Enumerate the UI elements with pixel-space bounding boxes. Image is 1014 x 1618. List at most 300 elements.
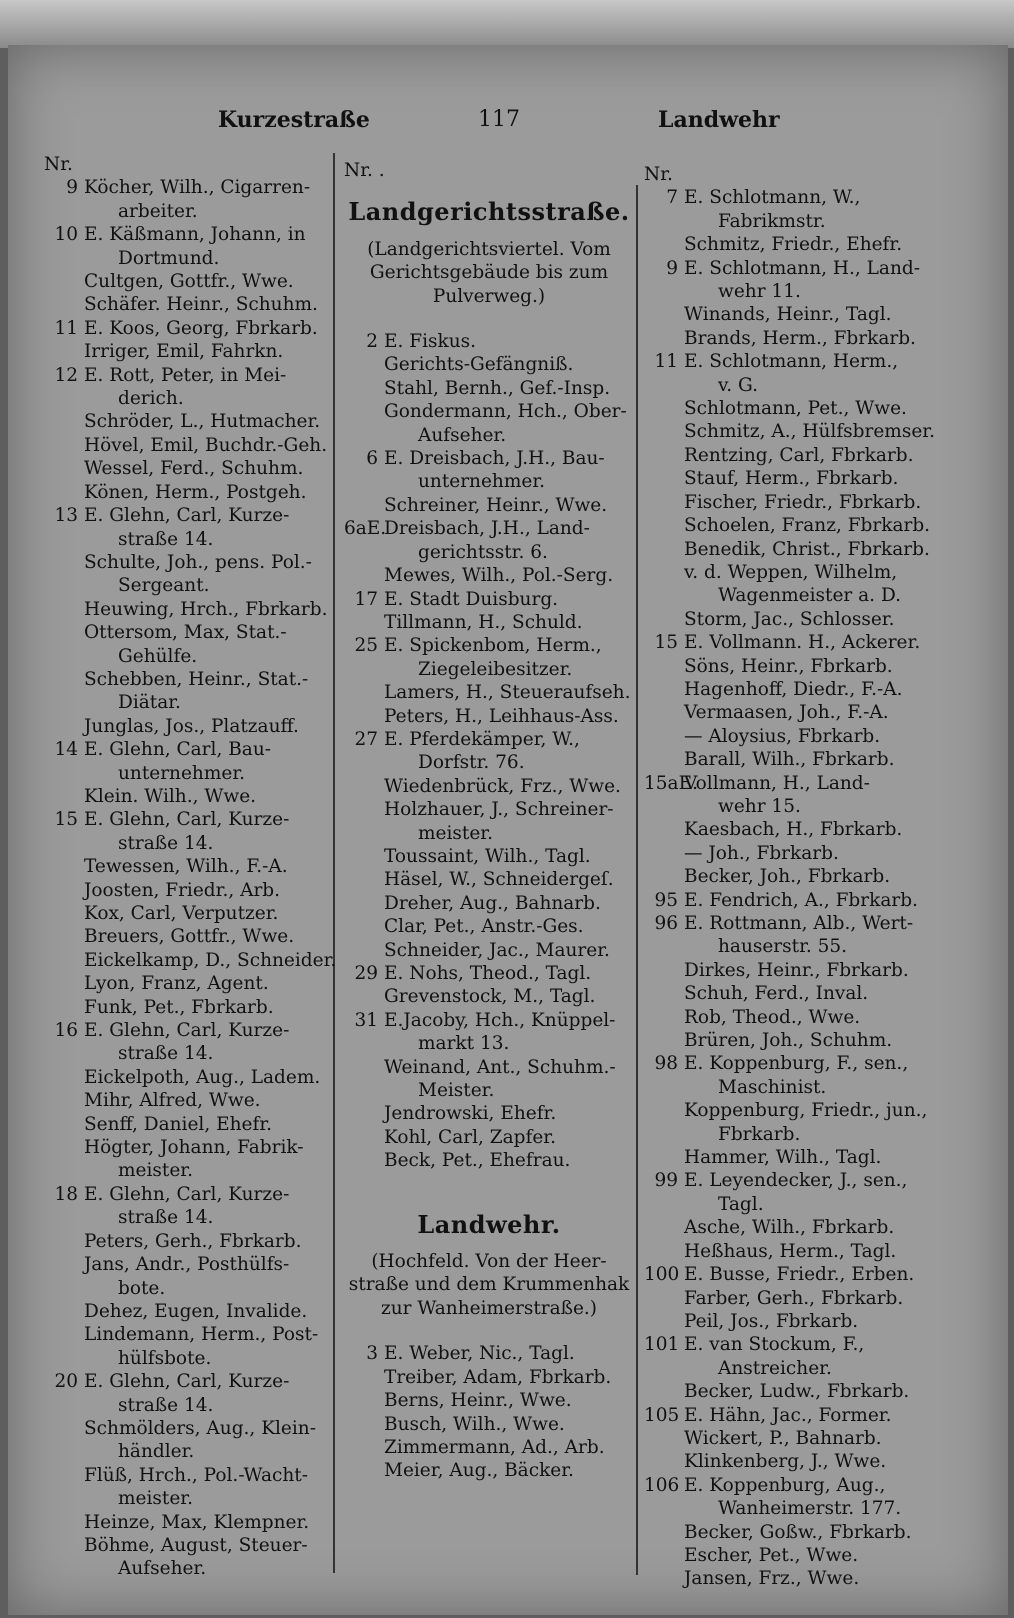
entry-text: Joosten, Friedr., Arb. <box>84 879 281 901</box>
directory-entry <box>44 785 334 808</box>
directory-entry <box>644 655 944 678</box>
entry-text: Heuwing, Hrch., Fbrkarb. <box>84 598 328 620</box>
entry-text: Schuh, Ferd., Inval. <box>684 983 869 1005</box>
directory-entry <box>44 925 334 948</box>
entry-continuation: Diätar. <box>118 692 181 714</box>
entry-text: Schmitz, A., Hülfsbremser. <box>684 421 935 443</box>
directory-entry <box>44 293 334 316</box>
directory-entry <box>344 400 634 447</box>
house-number: 6aE. <box>344 518 387 540</box>
column-right <box>644 163 944 1591</box>
house-number: 15 <box>54 809 78 831</box>
entry-text: E. Vollmann. H., Ackerer. <box>684 632 921 654</box>
entry-text: Kox, Carl, Verputzer. <box>84 903 279 924</box>
directory-entry <box>344 377 634 400</box>
entry-text: Schröder, L., Hutmacher. <box>84 411 321 433</box>
entry-continuation: meister. <box>118 1160 193 1182</box>
directory-entry <box>344 1149 634 1172</box>
directory-entry <box>44 972 334 995</box>
entry-text: Becker, Joh., Fbrkarb. <box>684 866 891 888</box>
house-number: 16 <box>54 1020 78 1042</box>
directory-entry <box>644 678 944 701</box>
entry-text: Tewessen, Wilh., F.-A. <box>84 856 288 878</box>
entry-text: E. Käßmann, Johann, in <box>84 224 306 246</box>
directory-entry <box>644 1567 944 1590</box>
house-number: 98 <box>654 1053 678 1075</box>
directory-entry <box>644 1006 944 1029</box>
entry-continuation: unternehmer. <box>118 762 246 784</box>
entry-text: Wessel, Ferd., Schuhm. <box>84 458 304 480</box>
directory-entry <box>344 330 634 353</box>
section-title: Landwehr. <box>417 1209 561 1239</box>
entry-text: Senff, Daniel, Ehefr. <box>84 1113 273 1135</box>
entry-continuation: Wagenmeister a. D. <box>718 585 901 607</box>
entry-text: E. van Stockum, F., <box>684 1334 865 1356</box>
entry-text: Farber, Gerh., Fbrkarb. <box>684 1287 904 1309</box>
directory-entry <box>644 725 944 748</box>
column-divider <box>636 185 638 1575</box>
entry-continuation: Maschinist. <box>718 1076 827 1098</box>
directory-entry <box>644 1450 944 1473</box>
entry-text: Jendrowski, Ehefr. <box>384 1103 557 1125</box>
directory-entry <box>44 879 334 902</box>
house-number: 101 <box>644 1334 680 1356</box>
entry-text: Treiber, Adam, Fbrkarb. <box>384 1366 612 1388</box>
directory-entry <box>344 1056 634 1103</box>
directory-entry <box>344 517 634 564</box>
entry-text: E. Schlotmann, H., Land- <box>684 257 920 279</box>
directory-entry <box>644 772 944 819</box>
entry-text: Grevenstock, M., Tagl. <box>384 986 596 1008</box>
directory-entry <box>44 1230 334 1253</box>
entry-text: Vollmann, H., Land- <box>684 772 870 794</box>
directory-entry <box>44 364 334 411</box>
directory-entry <box>644 1029 944 1052</box>
entry-text: Clar, Pet., Anstr.-Ges. <box>384 916 584 938</box>
directory-entry <box>644 842 944 865</box>
directory-page <box>8 45 1008 1615</box>
directory-entry <box>644 1474 944 1521</box>
directory-entry <box>344 1009 634 1056</box>
directory-entry <box>644 303 944 326</box>
entry-text: Zimmermann, Ad., Arb. <box>384 1436 605 1458</box>
entry-text: Jans, Andr., Posthülfs- <box>84 1254 290 1276</box>
house-number: 10 <box>54 224 78 246</box>
entry-text: Mihr, Alfred, Wwe. <box>84 1090 261 1112</box>
column-left <box>44 153 337 1581</box>
entry-text: Dehez, Eugen, Invalide. <box>84 1300 308 1322</box>
directory-entry <box>344 494 634 517</box>
house-number: 9 <box>666 257 678 279</box>
directory-entry <box>344 564 634 587</box>
house-number: 18 <box>54 1183 78 1205</box>
entry-text: Holzhauer, J., Schreiner- <box>384 799 614 821</box>
entry-text: E. Leyendecker, J., sen., <box>684 1170 908 1192</box>
entry-text: — Aloysius, Fbrkarb. <box>684 725 881 747</box>
house-number: 105 <box>644 1404 680 1426</box>
directory-entry <box>344 915 634 938</box>
directory-entry <box>644 982 944 1005</box>
entry-text: Klinkenberg, J., Wwe. <box>684 1451 887 1473</box>
entry-text: Dirkes, Heinr., Fbrkarb. <box>684 959 909 981</box>
header-left-street: Kurzestraße <box>218 107 370 133</box>
entry-text: Schreiner, Heinr., Wwe. <box>384 494 608 516</box>
directory-entry <box>44 270 334 293</box>
directory-entry <box>644 701 944 724</box>
entry-text: Junglas, Jos., Platzauff. <box>84 715 299 737</box>
entry-text: Gerichts-Gefängniß. <box>384 354 574 376</box>
directory-entry <box>44 1323 334 1370</box>
entry-text: Böhme, August, Steuer- <box>84 1534 308 1556</box>
entry-continuation: straße 14. <box>118 528 214 550</box>
directory-entry <box>644 538 944 561</box>
directory-entry <box>344 1389 634 1412</box>
directory-entry <box>344 798 634 845</box>
house-number: 95 <box>654 889 678 911</box>
entry-text: E. Glehn, Carl, Bau- <box>84 739 271 761</box>
entry-text: Weinand, Ant., Schuhm.- <box>384 1056 616 1078</box>
entry-continuation: Aufseher. <box>418 424 507 446</box>
directory-entry <box>344 775 634 798</box>
entry-continuation: arbeiter. <box>118 200 198 222</box>
entry-text: Schmölders, Aug., Klein- <box>84 1417 316 1439</box>
entry-text: E. Rott, Peter, in Mei- <box>84 364 287 386</box>
entry-text: E. Nohs, Theod., Tagl. <box>384 963 592 984</box>
entry-continuation: Wanheimerstr. 177. <box>718 1498 902 1520</box>
entry-text: Eickelpoth, Aug., Ladem. <box>84 1066 321 1088</box>
directory-entry <box>644 1263 944 1286</box>
entry-text: Hövel, Emil, Buchdr.-Geh. <box>84 434 328 456</box>
directory-entry <box>344 1366 634 1389</box>
directory-entry <box>44 1464 334 1511</box>
entry-text: Stauf, Herm., Fbrkarb. <box>684 468 899 490</box>
entry-text: Storm, Jac., Schlosser. <box>684 608 895 630</box>
directory-entry <box>644 350 944 397</box>
directory-entry <box>644 818 944 841</box>
house-number: 6 <box>366 448 378 470</box>
directory-entry <box>344 1413 634 1436</box>
directory-entry <box>644 233 944 256</box>
entry-list <box>344 330 634 1173</box>
entry-text: E. Fiskus. <box>384 331 477 353</box>
entry-text: Rentzing, Carl, Fbrkarb. <box>684 444 914 466</box>
entry-text: Vermaasen, Joh., F.-A. <box>684 702 889 724</box>
entry-text: Wiedenbrück, Frz., Wwe. <box>384 775 621 797</box>
entry-text: E. Glehn, Carl, Kurze- <box>84 809 290 831</box>
entry-continuation: unternehmer. <box>418 471 546 493</box>
entry-text: E. Stadt Duisburg. <box>384 588 559 610</box>
house-number: 11 <box>54 317 78 339</box>
entry-text: Lindemann, Herm., Post- <box>84 1324 319 1346</box>
directory-entry <box>44 1019 334 1066</box>
directory-entry <box>344 845 634 868</box>
directory-entry <box>344 1459 634 1482</box>
directory-entry <box>44 715 334 738</box>
directory-entry <box>644 748 944 771</box>
entry-continuation: wehr 15. <box>718 795 801 817</box>
entry-list <box>644 186 944 1590</box>
entry-list <box>44 176 337 1580</box>
nr-label: Nr. . <box>344 160 385 181</box>
house-number: 25 <box>354 635 378 657</box>
entry-text: Heßhaus, Herm., Tagl. <box>684 1240 897 1262</box>
directory-entry <box>44 902 334 925</box>
entry-text: Schmitz, Friedr., Ehefr. <box>684 234 903 256</box>
directory-entry <box>644 420 944 443</box>
entry-text: Schäfer. Heinr., Schuhm. <box>84 294 318 316</box>
entry-text: Rob, Theod., Wwe. <box>684 1006 861 1028</box>
directory-entry <box>644 1169 944 1216</box>
house-number: 14 <box>54 739 78 761</box>
house-number: 15 <box>654 632 678 654</box>
entry-text: E. Spickenbom, Herm., <box>384 635 602 657</box>
entry-text: E. Koos, Georg, Fbrkarb. <box>84 317 318 339</box>
entry-continuation: meister. <box>418 822 493 844</box>
entry-continuation: straße 14. <box>118 1207 214 1229</box>
entry-continuation: Dortmund. <box>118 247 220 269</box>
entry-text: E. Koppenburg, F., sen., <box>684 1053 909 1075</box>
entry-continuation: straße 14. <box>118 1394 214 1416</box>
directory-entry <box>344 447 634 494</box>
directory-entry <box>644 959 944 982</box>
page-header <box>8 107 1008 137</box>
entry-continuation: Tagl. <box>718 1193 764 1215</box>
directory-entry <box>644 186 944 233</box>
directory-entry <box>344 705 634 728</box>
directory-entry <box>344 681 634 704</box>
entry-continuation: v. G. <box>718 374 759 396</box>
entry-text: E.Jacoby, Hch., Knüppel- <box>384 1009 616 1031</box>
entry-continuation: Meister. <box>418 1080 495 1102</box>
entry-text: Lamers, H., Steueraufseh. <box>384 682 631 704</box>
directory-entry <box>44 1136 334 1183</box>
directory-entry <box>44 1089 334 1112</box>
entry-text: Barall, Wilh., Fbrkarb. <box>684 749 895 771</box>
directory-entry <box>44 1253 334 1300</box>
directory-entry <box>344 1102 634 1125</box>
page-number: 117 <box>478 107 520 132</box>
entry-text: Hammer, Wilh., Tagl. <box>684 1147 882 1169</box>
directory-entry <box>644 1216 944 1239</box>
entry-text: Könen, Herm., Postgeh. <box>84 481 307 503</box>
directory-entry <box>44 317 334 340</box>
directory-entry <box>644 1521 944 1544</box>
directory-entry <box>644 1099 944 1146</box>
entry-text: Köcher, Wilh., Cigarren- <box>84 177 311 199</box>
directory-entry <box>644 1146 944 1169</box>
directory-entry <box>44 410 334 433</box>
entry-text: Koppenburg, Friedr., jun., <box>684 1100 928 1122</box>
entry-text: Stahl, Bernh., Gef.-Insp. <box>384 377 611 399</box>
entry-text: v. d. Weppen, Wilhelm, <box>684 561 898 583</box>
house-number: 13 <box>54 505 78 527</box>
entry-text: Benedik, Christ., Fbrkarb. <box>684 538 930 560</box>
house-number: 9 <box>66 177 78 199</box>
directory-entry <box>644 1404 944 1427</box>
house-number: 100 <box>644 1264 680 1286</box>
entry-continuation: markt 13. <box>418 1033 510 1055</box>
entry-text: Irriger, Emil, Fahrkn. <box>84 341 284 363</box>
entry-text: Becker, Ludw., Fbrkarb. <box>684 1381 910 1403</box>
entry-continuation: Dorfstr. 76. <box>418 752 525 774</box>
directory-entry <box>344 985 634 1008</box>
directory-entry <box>44 340 334 363</box>
entry-text: Flüß, Hrch., Pol.-Wacht- <box>84 1464 308 1486</box>
directory-entry <box>644 491 944 514</box>
house-number: 3 <box>366 1343 378 1365</box>
entry-text: Berns, Heinr., Wwe. <box>384 1390 572 1412</box>
directory-entry <box>644 327 944 350</box>
directory-entry <box>44 1066 334 1089</box>
entry-text: E. Koppenburg, Aug., <box>684 1474 886 1496</box>
house-number: 106 <box>644 1474 680 1496</box>
entry-text: E. Glehn, Carl, Kurze- <box>84 1020 290 1042</box>
entry-continuation: straße 14. <box>118 1043 214 1065</box>
entry-continuation: Anstreicher. <box>718 1357 832 1379</box>
directory-entry <box>644 865 944 888</box>
entry-text: Escher, Pet., Wwe. <box>684 1544 859 1566</box>
entry-text: E. Hähn, Jac., Former. <box>684 1404 892 1426</box>
directory-entry <box>44 1113 334 1136</box>
nr-label: Nr. <box>44 154 73 175</box>
house-number: 17 <box>354 588 378 610</box>
entry-text: Kohl, Carl, Zapfer. <box>384 1126 556 1148</box>
directory-entry <box>344 1126 634 1149</box>
entry-text: E. Schlotmann, Herm., <box>684 351 899 373</box>
entry-text: Meier, Aug., Bäcker. <box>384 1460 574 1482</box>
entry-text: Winands, Heinr., Tagl. <box>684 304 892 326</box>
entry-text: — Joh., Fbrkarb. <box>684 842 839 864</box>
entry-text: Asche, Wilh., Fbrkarb. <box>684 1217 895 1239</box>
house-number: 11 <box>654 351 678 373</box>
directory-entry <box>644 1427 944 1450</box>
house-number: 15aE. <box>644 772 698 794</box>
entry-continuation: hauserstr. 55. <box>718 936 848 958</box>
directory-entry <box>344 1436 634 1459</box>
directory-entry <box>644 1544 944 1567</box>
directory-entry <box>44 855 334 878</box>
entry-continuation: händler. <box>118 1441 195 1463</box>
entry-text: Jansen, Frz., Wwe. <box>684 1568 860 1590</box>
entry-continuation: Fabrikmstr. <box>718 210 826 232</box>
entry-continuation: hülfsbote. <box>118 1347 212 1369</box>
entry-text: Peters, Gerh., Fbrkarb. <box>84 1230 302 1252</box>
directory-entry <box>344 1342 634 1365</box>
directory-entry <box>44 668 334 715</box>
directory-entry <box>44 996 334 1019</box>
directory-entry <box>44 1534 334 1581</box>
directory-entry <box>644 912 944 959</box>
entry-text: Schebben, Heinr., Stat.- <box>84 668 309 690</box>
nr-label: Nr. <box>644 164 673 185</box>
entry-text: Brüren, Joh., Schuhm. <box>684 1030 893 1052</box>
entry-text: Dreisbach, J.H., Land- <box>384 518 590 540</box>
directory-entry <box>44 1300 334 1323</box>
directory-entry <box>644 397 944 420</box>
entry-continuation: gerichtsstr. 6. <box>418 541 548 563</box>
directory-entry <box>344 634 634 681</box>
column-middle <box>344 159 634 1483</box>
directory-entry <box>644 889 944 912</box>
entry-list <box>344 1342 634 1482</box>
house-number: 27 <box>354 728 378 750</box>
directory-entry <box>344 353 634 376</box>
entry-text: Peters, H., Leihhaus-Ass. <box>384 705 619 727</box>
directory-entry <box>344 728 634 775</box>
entry-continuation: straße 14. <box>118 832 214 854</box>
entry-text: E. Dreisbach, J.H., Bau- <box>384 448 605 470</box>
directory-entry <box>44 949 337 972</box>
directory-entry <box>344 611 634 634</box>
entry-text: Fischer, Friedr., Fbrkarb. <box>684 491 922 513</box>
entry-text: E. Glehn, Carl, Kurze- <box>84 1183 290 1205</box>
directory-entry <box>344 962 634 985</box>
entry-text: Brands, Herm., Fbrkarb. <box>684 327 916 349</box>
entry-text: Hagenhoff, Diedr., F.-A. <box>684 678 903 700</box>
house-number: 31 <box>354 1009 378 1031</box>
directory-entry <box>44 504 334 551</box>
directory-entry <box>644 1380 944 1403</box>
entry-text: Schoelen, Franz, Fbrkarb. <box>684 515 931 537</box>
entry-text: Högter, Johann, Fabrik- <box>84 1137 304 1159</box>
entry-continuation: derich. <box>118 388 184 410</box>
entry-text: Schlotmann, Pet., Wwe. <box>684 398 907 420</box>
directory-entry <box>44 598 334 621</box>
entry-text: E. Fendrich, A., Fbrkarb. <box>684 889 918 911</box>
entry-text: Peil, Jos., Fbrkarb. <box>684 1310 859 1332</box>
directory-entry <box>644 608 944 631</box>
scan-top-edge <box>0 0 1014 48</box>
house-number: 29 <box>354 963 378 984</box>
entry-continuation: wehr 11. <box>718 281 801 303</box>
section-note: (Landgerichtsviertel. Vom Gerichtsgebäude bis zum Pulverweg.) <box>367 238 611 307</box>
directory-entry <box>344 868 634 891</box>
directory-entry <box>44 1511 334 1534</box>
section-title: Landgerichtsstraße. <box>348 197 630 227</box>
entry-continuation: Fbrkarb. <box>718 1123 801 1145</box>
directory-entry <box>44 434 334 457</box>
directory-entry <box>44 1417 334 1464</box>
entry-text: Wickert, P., Bahnarb. <box>684 1427 882 1449</box>
directory-entry <box>644 514 944 537</box>
entry-text: Schneider, Jac., Maurer. <box>384 939 610 961</box>
entry-text: Busch, Wilh., Wwe. <box>384 1413 565 1435</box>
entry-text: Dreher, Aug., Bahnarb. <box>384 892 601 914</box>
entry-text: Beck, Pet., Ehefrau. <box>384 1150 571 1172</box>
entry-text: E. Pferdekämper, W., <box>384 728 580 750</box>
entry-continuation: Sergeant. <box>118 575 210 597</box>
entry-text: E. Rottmann, Alb., Wert- <box>684 913 914 934</box>
directory-entry <box>44 481 334 504</box>
house-number: 7 <box>666 187 678 209</box>
directory-entry <box>644 561 944 608</box>
entry-text: Mewes, Wilh., Pol.-Serg. <box>384 565 614 587</box>
entry-text: Klein. Wilh., Wwe. <box>84 785 257 807</box>
directory-entry <box>644 1310 944 1333</box>
directory-entry <box>44 176 334 223</box>
directory-entry <box>644 1240 944 1263</box>
entry-continuation: bote. <box>118 1277 166 1299</box>
entry-text: Funk, Pet., Fbrkarb. <box>84 996 274 1018</box>
directory-entry <box>644 257 944 304</box>
directory-entry <box>44 457 334 480</box>
directory-entry <box>344 588 634 611</box>
directory-entry <box>644 467 944 490</box>
entry-text: Heinze, Max, Klempner. <box>84 1511 310 1533</box>
directory-entry <box>44 621 334 668</box>
entry-text: Toussaint, Wilh., Tagl. <box>384 845 591 867</box>
entry-text: Ottersom, Max, Stat.- <box>84 622 287 644</box>
